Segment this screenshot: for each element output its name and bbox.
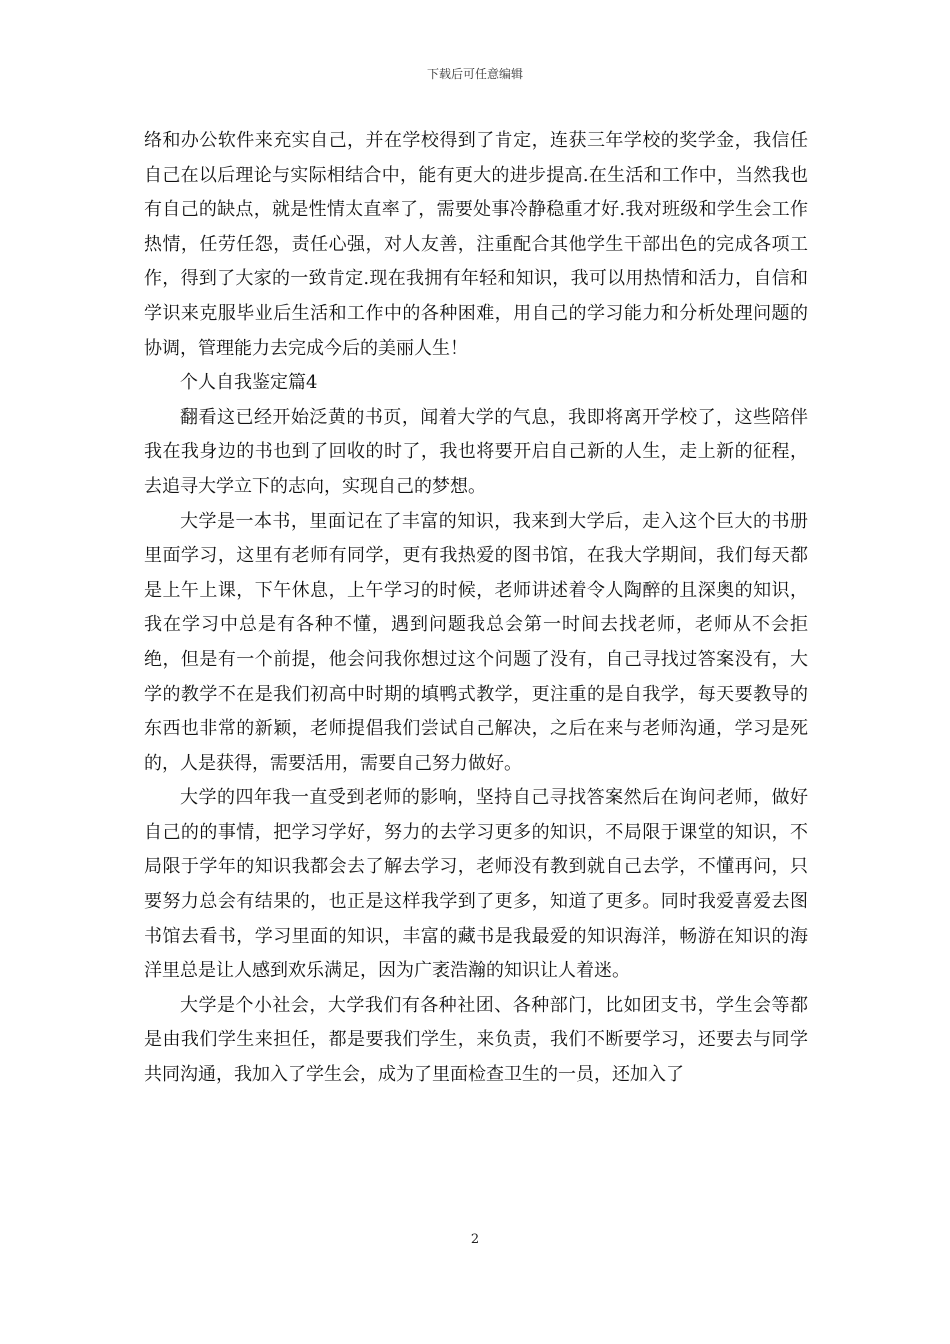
section-heading: 个人自我鉴定篇4 xyxy=(180,372,318,394)
paragraph: 翻看这已经开始泛黄的书页，闻着大学的气息，我即将离开学校了，这些陪伴我在我身边的书也到了回收的时了，我也将要开启自己新的人生，走上新的征程，去追寻大学立下的志向，实现自己的梦想。 xyxy=(144,406,808,497)
paragraph: 大学的四年我一直受到老师的影响，坚持自己寻找答案然后在询问老师，做好自己的的事情，把学习学好，努力的去学习更多的知识，不局限于课堂的知识，不局限于学年的知识我都会去了解去学习，老师没有教到就自己去学，不懂再问，只要努力总会有结果的，也正是这样我学到了更多，知道了更多。同时我爱喜爱去图书馆去看书，学习里面的知识，丰富的藏书是我最爱的知识海洋，畅游在知识的海洋里总是让人感到欢乐满足，因为广袤浩瀚的知识让人着迷。 xyxy=(144,787,808,982)
page-number: 2 xyxy=(470,1232,480,1247)
paragraph-continuation: 络和办公软件来充实自己，并在学校得到了肯定，连获三年学校的奖学金，我信任自己在以后理论与实际相结合中，能有更大的进步提高.在生活和工作中，当然我也有自己的缺点，就是性情太直率了，需要处事冷静稳重才好.我对班级和学生会工作热情，任劳任怨，责任心强，对人友善，注重配合其他学生干部出色的完成各项工作，得到了大家的一致肯定.现在我拥有年轻和知识，我可以用热情和活力，自信和学识来克服毕业后生活和工作中的各种困难，用自己的学习能力和分析处理问题的协调，管理能力去完成今后的美丽人生！ xyxy=(144,130,808,359)
paragraph: 大学是一本书，里面记在了丰富的知识，我来到大学后，走入这个巨大的书册里面学习，这里有老师有同学，更有我热爱的图书馆，在我大学期间，我们每天都是上午上课，下午休息，上午学习的时候，老师讲述着令人陶醉的且深奥的知识，我在学习中总是有各种不懂，遇到问题我总会第一时间去找老师，老师从不会拒绝，但是有一个前提，他会问我你想过这个问题了没有，自己寻找过答案没有，大学的教学不在是我们初高中时期的填鸭式教学，更注重的是自我学，每天要教导的东西也非常的新颖，老师提倡我们尝试自己解决，之后在来与老师沟通，学习是死的，人是获得，需要活用，需要自己努力做好。 xyxy=(144,510,808,774)
document-body xyxy=(144,124,808,1093)
paragraph: 大学是个小社会，大学我们有各种社团、各种部门，比如团支书，学生会等都是由我们学生来担任，都是要我们学生，来负责，我们不断要学习，还要去与同学共同沟通，我加入了学生会，成为了里面检查卫生的一员，还加入了 xyxy=(144,994,808,1086)
page-header: 下载后可任意编辑 xyxy=(426,67,523,81)
